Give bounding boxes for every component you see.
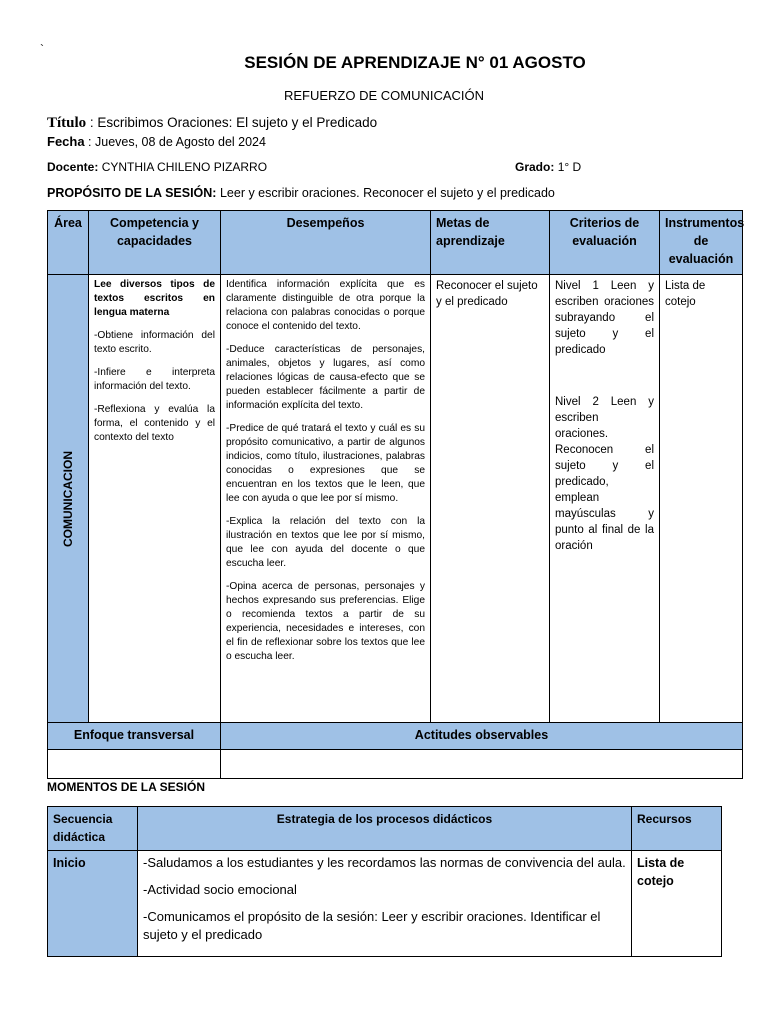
fecha-label: Fecha (47, 134, 85, 149)
capacidad-item: -Obtiene información del texto escrito. (94, 330, 215, 355)
titulo-line (47, 115, 377, 132)
momentos-header-row (48, 807, 722, 851)
header-recursos: Recursos (632, 807, 722, 851)
header-competencia: Competencia y capacidades (89, 211, 221, 275)
proposito-line (47, 186, 555, 200)
desempeno-item: -Predice de qué tratará el texto y cuál es su propósito comunicativo, a partir de algunos indicios, como título, ilustraciones, palabras conocidas o expresiones que se encuentran en los textos que le leen, que lee con ayuda o que lee por sí mismo. (226, 423, 425, 504)
estrategia-item: -Comunicamos el propósito de la sesión: Leer y escribir oraciones. Identificar el sujeto y el predicado (143, 909, 601, 942)
header-criterios: Criterios de evaluación (550, 211, 660, 275)
docente-value: CYNTHIA CHILENO PIZARRO (101, 160, 268, 174)
header-desempenos: Desempeños (221, 211, 431, 275)
header-secuencia: Secuencia didáctica (48, 807, 138, 851)
planning-table (47, 210, 743, 779)
desempeno-item: -Explica la relación del texto con la ilustración en textos que lee por sí mismo, que lee con ayuda del docente o que escucha leer. (226, 516, 425, 569)
competencia-cell (89, 275, 221, 723)
enfoque-header-row (48, 723, 743, 750)
grado-label: Grado: (515, 160, 555, 174)
capacidad-item: -Reflexiona y evalúa la forma, el contenido y el contexto del texto (94, 404, 215, 443)
inicio-label: Inicio (48, 851, 138, 957)
grado-line (515, 160, 581, 174)
estrategia-item: -Actividad socio emocional (143, 882, 297, 897)
desempenos-cell (221, 275, 431, 723)
docente-line (47, 160, 267, 174)
enfoque-label: Enfoque transversal (48, 723, 221, 750)
metas-cell (431, 275, 550, 723)
actitudes-label: Actitudes observables (221, 723, 743, 750)
page-title: SESIÓN DE APRENDIZAJE N° 01 AGOSTO (244, 53, 586, 72)
instrumentos-cell (660, 275, 743, 723)
metas-text: Reconocer el sujeto y el predicado (436, 280, 538, 308)
desempeno-item: Identifica información explícita que es claramente distinguible de otra porque la relaciona con palabras conocidas o porque conoce el contenido del texto. (226, 279, 425, 332)
fecha-value: : Jueves, 08 de Agosto del 2024 (84, 135, 266, 149)
actitudes-value (221, 750, 743, 779)
header-instrumentos: Instrumentos de evaluación (660, 211, 743, 275)
criterio-item: Nivel 2 Leen y escriben oraciones. Reconocen el sujeto y el predicado, emplean mayúsculas y punto al final de la oración (555, 396, 654, 552)
inicio-row (48, 851, 722, 957)
estrategia-cell (138, 851, 632, 957)
criterio-item: Nivel 1 Leen y escriben oraciones subrayando el sujeto y el predicado (555, 280, 654, 356)
momentos-table (47, 806, 722, 957)
titulo-label: Título (47, 115, 87, 131)
recursos-cell: Lista de cotejo (632, 851, 722, 957)
grado-value: 1° D (557, 160, 582, 174)
titulo-value: : Escribimos Oraciones: El sujeto y el Predicado (89, 115, 378, 130)
planning-content-row (48, 275, 743, 723)
enfoque-value (48, 750, 221, 779)
proposito-value: Leer y escribir oraciones. Reconocer el sujeto y el predicado (216, 186, 555, 200)
criterios-cell (550, 275, 660, 723)
header-area: Área (48, 211, 89, 275)
stray-mark: ` (40, 42, 44, 56)
area-label: COMUNICACION (61, 450, 75, 547)
proposito-label: PROPÓSITO DE LA SESIÓN: (47, 186, 217, 200)
header-estrategia: Estrategia de los procesos didácticos (138, 807, 632, 851)
desempeno-item: -Deduce características de personajes, animales, objetos y lugares, así como relaciones lógicas de causa-efecto que se pueden establecer fácilmente a partir de información explícita del texto. (226, 344, 425, 411)
desempeno-item: -Opina acerca de personas, personajes y hechos expresando sus preferencias. Elige o recomienda textos a partir de su experiencia, necesidades e intereses, con el fin de reflexionar sobre los textos que lee o escucha leer. (226, 581, 425, 662)
fecha-line (47, 134, 266, 149)
estrategia-item: -Saludamos a los estudiantes y les recordamos las normas de convivencia del aula. (143, 855, 626, 870)
enfoque-empty-row (48, 750, 743, 779)
instrumentos-text: Lista de cotejo (665, 280, 706, 308)
competencia-title: Lee diversos tipos de textos escritos en lengua materna (94, 279, 215, 318)
planning-header-row (48, 211, 743, 275)
page-subtitle: REFUERZO DE COMUNICACIÓN (283, 88, 485, 103)
header-metas: Metas de aprendizaje (431, 211, 550, 275)
docente-label: Docente: (47, 160, 99, 174)
capacidad-item: -Infiere e interpreta información del texto. (94, 367, 215, 392)
area-cell (48, 275, 89, 723)
momentos-title: MOMENTOS DE LA SESIÓN (47, 780, 206, 794)
